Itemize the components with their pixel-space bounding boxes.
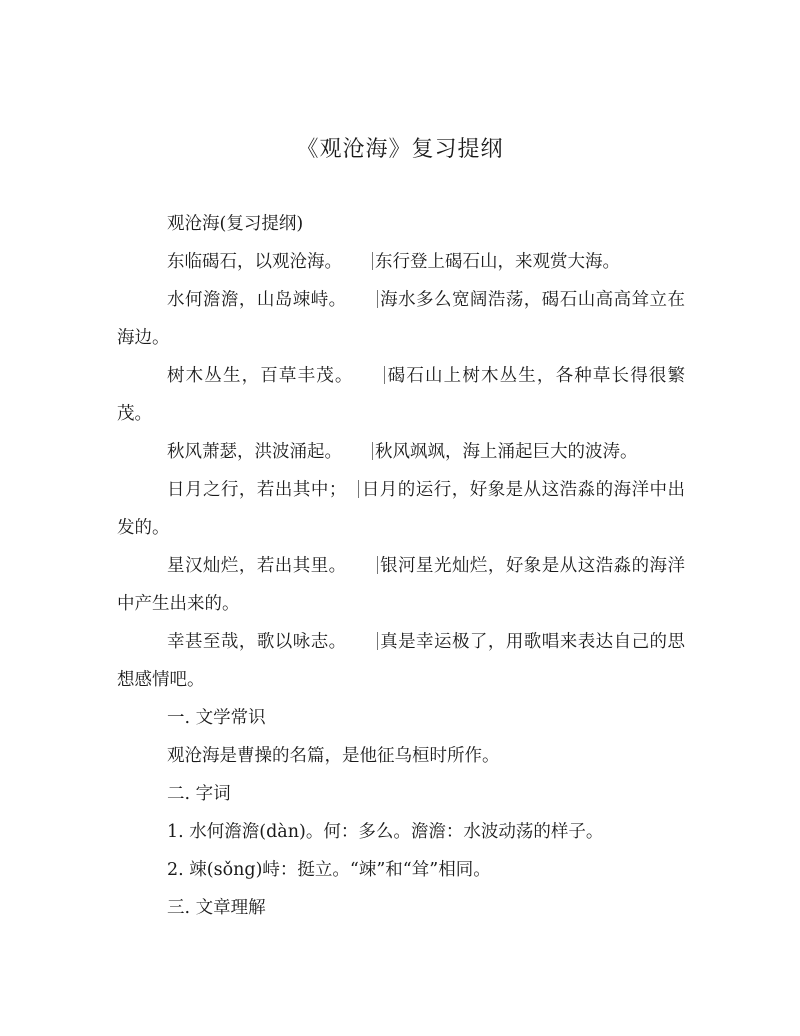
verse-original: 东临碣石，以观沧海。 bbox=[167, 252, 342, 272]
section-heading-vocabulary: 二. 字词 bbox=[167, 784, 231, 804]
separator-bar bbox=[377, 632, 378, 650]
verse-line-4 bbox=[117, 433, 685, 471]
verse-translation: 秋风飒飒，海上涌起巨大的波涛。 bbox=[375, 442, 638, 462]
subtitle: 观沧海(复习提纲) bbox=[167, 214, 304, 234]
verse-original: 日月之行，若出其中； bbox=[167, 480, 347, 500]
separator-bar bbox=[377, 556, 378, 574]
separator-bar bbox=[377, 290, 378, 308]
separator-bar bbox=[372, 252, 373, 270]
separator-bar bbox=[372, 442, 373, 460]
verse-original: 幸甚至哉，歌以咏志。 bbox=[167, 632, 347, 652]
separator-bar bbox=[358, 480, 359, 498]
verse-line-2 bbox=[117, 281, 685, 357]
verse-original: 秋风萧瑟，洪波涌起。 bbox=[167, 442, 342, 462]
section-heading-literature: 一. 文学常识 bbox=[167, 708, 266, 728]
separator-bar bbox=[384, 366, 385, 384]
verse-line-1 bbox=[117, 243, 685, 281]
verse-translation: 银河星光灿烂，好象是从这浩淼的海洋中产生出来的。 bbox=[117, 556, 686, 614]
verse-translation: 碣石山上树木丛生，各种草长得很繁茂。 bbox=[117, 366, 686, 424]
verse-line-3 bbox=[117, 357, 685, 433]
verse-line-5 bbox=[117, 471, 685, 547]
document-body bbox=[117, 205, 685, 927]
verse-translation: 日月的运行，好象是从这浩淼的海洋中出发的。 bbox=[117, 480, 686, 538]
verse-original: 树木丛生，百草丰茂。 bbox=[167, 366, 354, 386]
verse-translation: 真是幸运极了，用歌唱来表达自己的思想感情吧。 bbox=[117, 632, 686, 690]
verse-translation: 海水多么宽阔浩荡，碣石山高高耸立在海边。 bbox=[117, 290, 686, 348]
section-heading-comprehension: 三. 文章理解 bbox=[167, 898, 266, 918]
verse-original: 星汉灿烂，若出其里。 bbox=[167, 556, 347, 576]
literature-note: 观沧海是曹操的名篇，是他征乌桓时所作。 bbox=[167, 746, 500, 766]
vocabulary-item-1: 1. 水何澹澹(dàn)。何：多么。澹澹：水波动荡的样子。 bbox=[167, 822, 604, 842]
vocabulary-item-2: 2. 竦(sǒng)峙：挺立。“竦”和“耸”相同。 bbox=[167, 860, 491, 880]
document-title: 《观沧海》复习提纲 bbox=[296, 137, 504, 162]
verse-line-6 bbox=[117, 547, 685, 623]
verse-line-7 bbox=[117, 623, 685, 699]
verse-translation: 东行登上碣石山，来观赏大海。 bbox=[375, 252, 620, 272]
verse-original: 水何澹澹，山岛竦峙。 bbox=[167, 290, 347, 310]
